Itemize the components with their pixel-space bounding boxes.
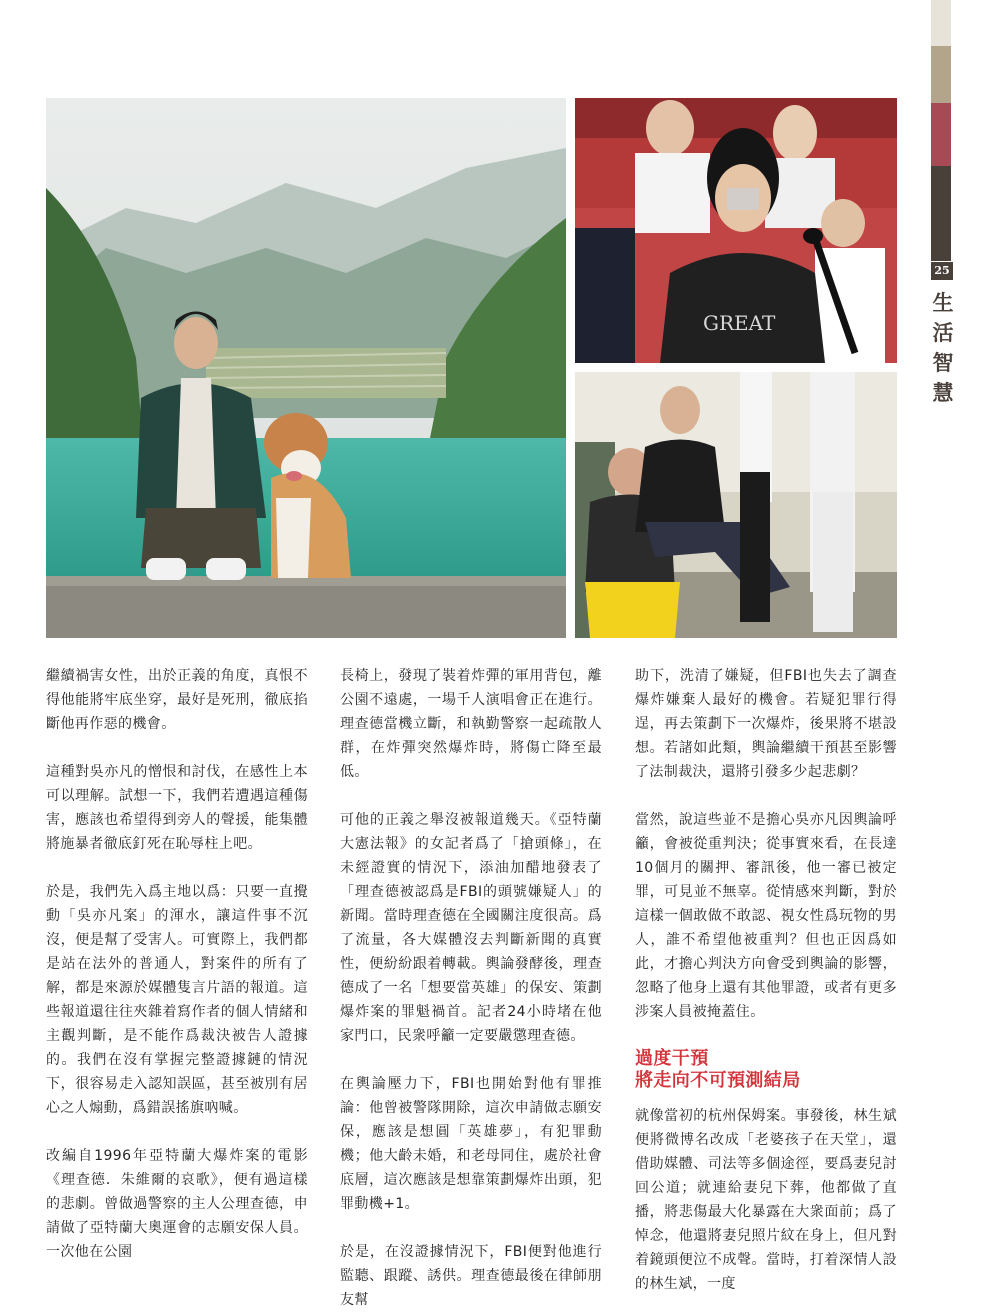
color-tab-dark [931, 166, 951, 261]
paragraph: 長椅上，發現了裝着炸彈的軍用背包，離公園不遠處，一場千人演唱會正在進行。理查德當機立斷，和執勤警察一起疏散人群，在炸彈突然爆炸時，將傷亡降至最低。 [340, 668, 602, 780]
section-title-char: 慧 [932, 380, 954, 405]
paragraph: 在輿論壓力下，FBI也開始對他有罪推論：他曾被警隊開除，這次申請做志願安保，應該是想圓「英雄夢」，有犯罪動機；他大齡未婚，和老母同住，處於社會底層，這次應該是想靠策劃爆炸出頭，犯罪動機+1。 [340, 1076, 602, 1212]
subheading-line: 過度干預 [635, 1048, 709, 1069]
section-title-char: 生 [932, 290, 954, 315]
page-number: 25 [931, 262, 953, 280]
color-tab-tan [931, 46, 951, 103]
article-column-3 [635, 664, 897, 1296]
section-title-char: 智 [932, 350, 954, 375]
paragraph: 於是，在沒證據情況下，FBI便對他進行監聽、跟蹤、誘供。理查德最後在律師朋友幫 [340, 1244, 602, 1308]
shirt-print-text: GREAT [703, 311, 776, 335]
paragraph: 助下，洗清了嫌疑，但FBI也失去了調查爆炸嫌棄人最好的機會。若疑犯罪行得逞，再去策劃下一次爆炸，後果將不堪設想。若諸如此類，輿論繼續干預甚至影響了法制裁決，還將引發多少起悲劇？ [635, 668, 897, 780]
paragraph: 可他的正義之舉沒被報道幾天。《亞特蘭大憲法報》的女記者爲了「搶頭條」，在未經證實的情況下，添油加醋地發表了「理查德被認爲是FBI的頭號嫌疑人」的新聞。當時理查德在全國關注度很高。爲了流量，各大媒體沒去判斷新聞的真實性，便紛紛跟着轉載。輿論發酵後，理查德成了一名「想要當英雄」的保安、策劃爆炸案的罪魁禍首。記者24小時堵在他家門口，民衆呼籲一定要嚴懲理查德。 [340, 812, 602, 1044]
paragraph: 當然，說這些並不是擔心吳亦凡因輿論呼籲，會被從重判決；從事實來看，在長達10個月的關押、審訊後，他一審已被定罪，可見並不無辜。從情感來判斷，對於這樣一個敢做不敢認、視女性爲玩物的男人，誰不希望他被重判？但也正因爲如此，才擔心判決方向會受到輿論的影響，忽略了他身上還有其他罪證，或者有更多涉案人員被掩蓋住。 [635, 812, 897, 1020]
color-tab-red [931, 103, 951, 166]
article-column-2 [340, 664, 602, 1312]
section-subheading [635, 1048, 897, 1092]
color-tab-beige [931, 0, 951, 46]
section-title-char: 活 [932, 320, 954, 345]
paragraph: 就像當初的杭州保姆案。事發後，林生斌便將微博名改成「老婆孩子在天堂」，還借助媒體、司法等多個途徑，要爲妻兒討回公道；就連給妻兒下葬，他都做了直播，將悲傷最大化暴露在大衆面前；爲了悼念，他還將妻兒照片紋在身上，但凡對着鏡頭便泣不成聲。當時，打着深情人設的林生斌，一度 [635, 1108, 897, 1292]
photo-woman-at-microphone [575, 98, 897, 363]
paragraph: 繼續禍害女性，出於正義的角度，真恨不得他能將牢底坐穿，最好是死刑，徹底掐斷他再作惡的機會。 [46, 668, 308, 732]
subheading-line: 將走向不可預測結局 [635, 1070, 801, 1091]
article-column-1 [46, 664, 308, 1264]
paragraph: 於是，我們先入爲主地以爲：只要一直攪動「吳亦凡案」的渾水，讓這件事不沉沒，便是幫了受害人。可實際上，我們都是站在法外的普通人，對案件的所有了解，都是來源於媒體隻言片語的報道。這些報道還往往夾雜着寫作者的個人情緒和主觀判斷，是不能作爲裁決被告人證據的。我們在沒有掌握完整證據鏈的情況下，很容易走入認知誤區，甚至被別有居心之人煽動，爲錯誤搖旗吶喊。 [46, 884, 308, 1116]
paragraph: 改編自1996年亞特蘭大爆炸案的電影《理查德．朱維爾的哀歌》，便有過這樣的悲劇。曾做過警察的主人公理查德，申請做了亞特蘭大奧運會的志願安保人員。一次他在公園 [46, 1148, 308, 1260]
photo-man-with-dog-by-lake [46, 98, 566, 638]
photo-crying-crowd [575, 372, 897, 638]
paragraph: 這種對吳亦凡的憎恨和討伐，在感性上本可以理解。試想一下，我們若遭遇這種傷害，應該也希望得到旁人的聲援，能集體將施暴者徹底釘死在恥辱柱上吧。 [46, 764, 308, 852]
section-title [931, 288, 955, 408]
